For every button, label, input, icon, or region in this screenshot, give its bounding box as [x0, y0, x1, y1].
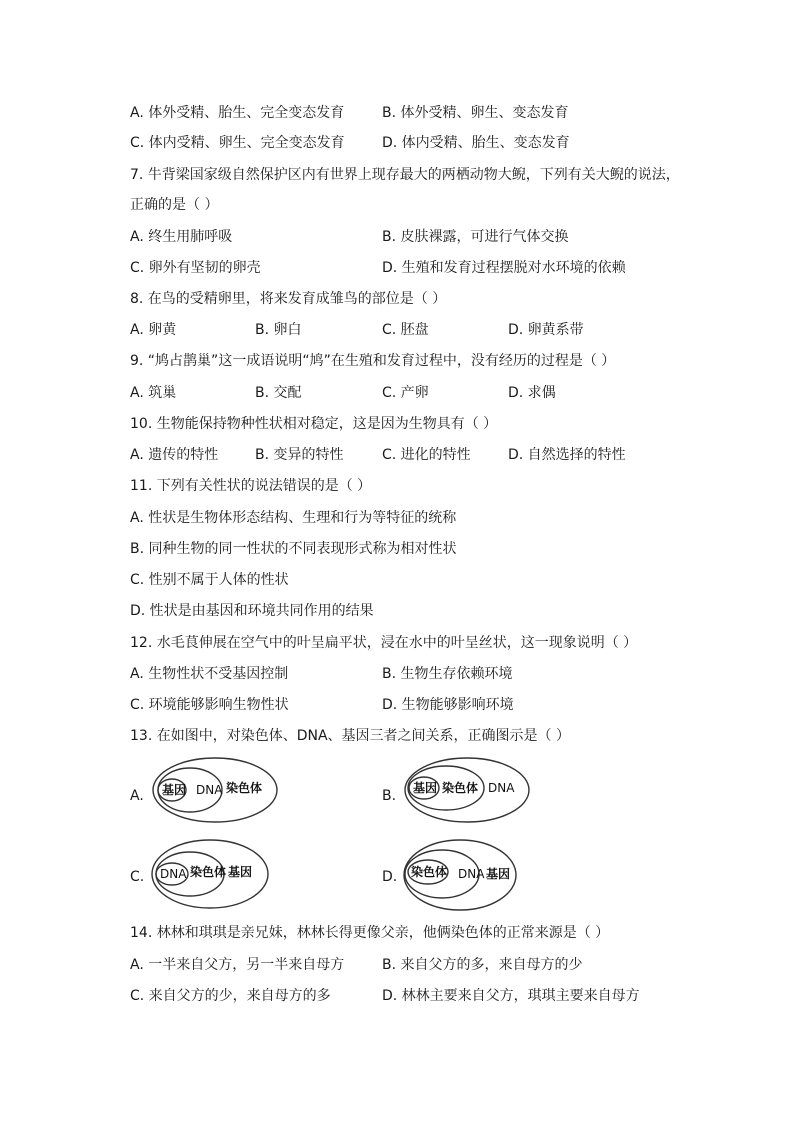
inner-label: 基因: [162, 783, 187, 797]
q13-stem: 13. 在如图中，对染色体、DNA、基因三者之间关系，正确图示是（ ）: [130, 728, 570, 744]
q13-option-c-label: C.: [130, 869, 145, 885]
q13-diagram-c: [150, 838, 280, 910]
middle-label: DNA: [196, 783, 223, 797]
q6-option-c: C. 体内受精、卵生、完全变态发育: [130, 135, 345, 151]
outer-label: 基因: [486, 867, 511, 881]
q7-option-d: D. 生殖和发育过程摆脱对水环境的依赖: [382, 260, 626, 276]
q14-option-d: D. 林林主要来自父方，琪琪主要来自母方: [382, 988, 640, 1004]
q14-option-b: B. 来自父方的多，来自母方的少: [382, 957, 583, 973]
q10-option-b: B. 变异的特性: [255, 447, 344, 463]
q10-option-a: A. 遗传的特性: [130, 447, 219, 463]
middle-label: DNA: [458, 867, 485, 881]
inner-label: 基因: [413, 781, 438, 795]
middle-label: 染色体: [190, 865, 227, 879]
q9-option-c: C. 产卵: [382, 385, 429, 401]
outer-label: 基因: [228, 865, 253, 879]
q13-option-b-label: B.: [382, 788, 397, 804]
inner-label: DNA: [160, 867, 187, 881]
q9-option-d: D. 求偶: [508, 385, 556, 401]
q8-option-a: A. 卵黄: [130, 322, 177, 338]
q12-stem: 12. 水毛茛伸展在空气中的叶呈扁平状，浸在水中的叶呈丝状，这一现象说明（ ）: [130, 635, 638, 651]
outer-label: DNA: [488, 781, 515, 795]
q9-option-b: B. 交配: [255, 385, 302, 401]
q12-option-c: C. 环境能够影响生物性状: [130, 697, 289, 713]
q14-option-a: A. 一半来自父方，另一半来自母方: [130, 957, 345, 973]
q14-option-c: C. 来自父方的少，来自母方的多: [130, 988, 331, 1004]
q11-option-b: B. 同种生物的同一性状的不同表现形式称为相对性状: [130, 541, 457, 557]
q10-stem: 10. 生物能保持物种性状相对稳定，这是因为生物具有（ ）: [130, 416, 498, 432]
q13-option-a-label: A.: [130, 788, 144, 804]
q6-option-d: D. 体内受精、胎生、变态发育: [382, 135, 570, 151]
q13-diagram-a: [150, 755, 280, 825]
q13-option-d-label: D.: [382, 869, 398, 885]
q8-option-c: C. 胚盘: [382, 322, 429, 338]
q10-option-c: C. 进化的特性: [382, 447, 471, 463]
q11-option-c: C. 性别不属于人体的性状: [130, 572, 289, 588]
q9-option-a: A. 筑巢: [130, 385, 177, 401]
q11-stem: 11. 下列有关性状的说法错误的是（ ）: [130, 478, 372, 494]
inner-label: 染色体: [411, 865, 448, 879]
outer-label: 染色体: [226, 781, 263, 795]
q13-diagram-b: [402, 755, 532, 825]
q7-option-a: A. 终生用肺呼吸: [130, 229, 233, 245]
q12-option-d: D. 生物能够影响环境: [382, 697, 514, 713]
q12-option-a: A. 生物性状不受基因控制: [130, 666, 289, 682]
q6-option-a: A. 体外受精、胎生、完全变态发育: [130, 105, 345, 121]
q7-option-b: B. 皮肤裸露，可进行气体交换: [382, 229, 569, 245]
q6-option-b: B. 体外受精、卵生、变态发育: [382, 105, 569, 121]
q11-option-a: A. 性状是生物体形态结构、生理和行为等特征的统称: [130, 510, 457, 526]
q9-stem: 9. “鸠占鹊巢”这一成语说明“鸠”在生殖和发育过程中，没有经历的过程是（ ）: [130, 353, 616, 369]
q8-option-b: B. 卵白: [255, 322, 302, 338]
q13-diagram-d: [402, 838, 532, 912]
q11-option-d: D. 性状是由基因和环境共同作用的结果: [130, 603, 374, 619]
q7-stem-line1: 7. 牛背梁国家级自然保护区内有世界上现存最大的两栖动物大鲵，下列有关大鲵的说法，: [130, 167, 680, 183]
q14-stem: 14. 林林和琪琪是亲兄妹，林林长得更像父亲，他俩染色体的正常来源是（ ）: [130, 925, 610, 941]
q8-option-d: D. 卵黄系带: [508, 322, 584, 338]
middle-label: 染色体: [442, 781, 479, 795]
q7-option-c: C. 卵外有坚韧的卵壳: [130, 260, 261, 276]
q7-stem-line2: 正确的是（ ）: [130, 197, 219, 213]
q12-option-b: B. 生物生存依赖环境: [382, 666, 513, 682]
q8-stem: 8. 在鸟的受精卵里，将来发育成雏鸟的部位是（ ）: [130, 291, 447, 307]
q10-option-d: D. 自然选择的特性: [508, 447, 626, 463]
